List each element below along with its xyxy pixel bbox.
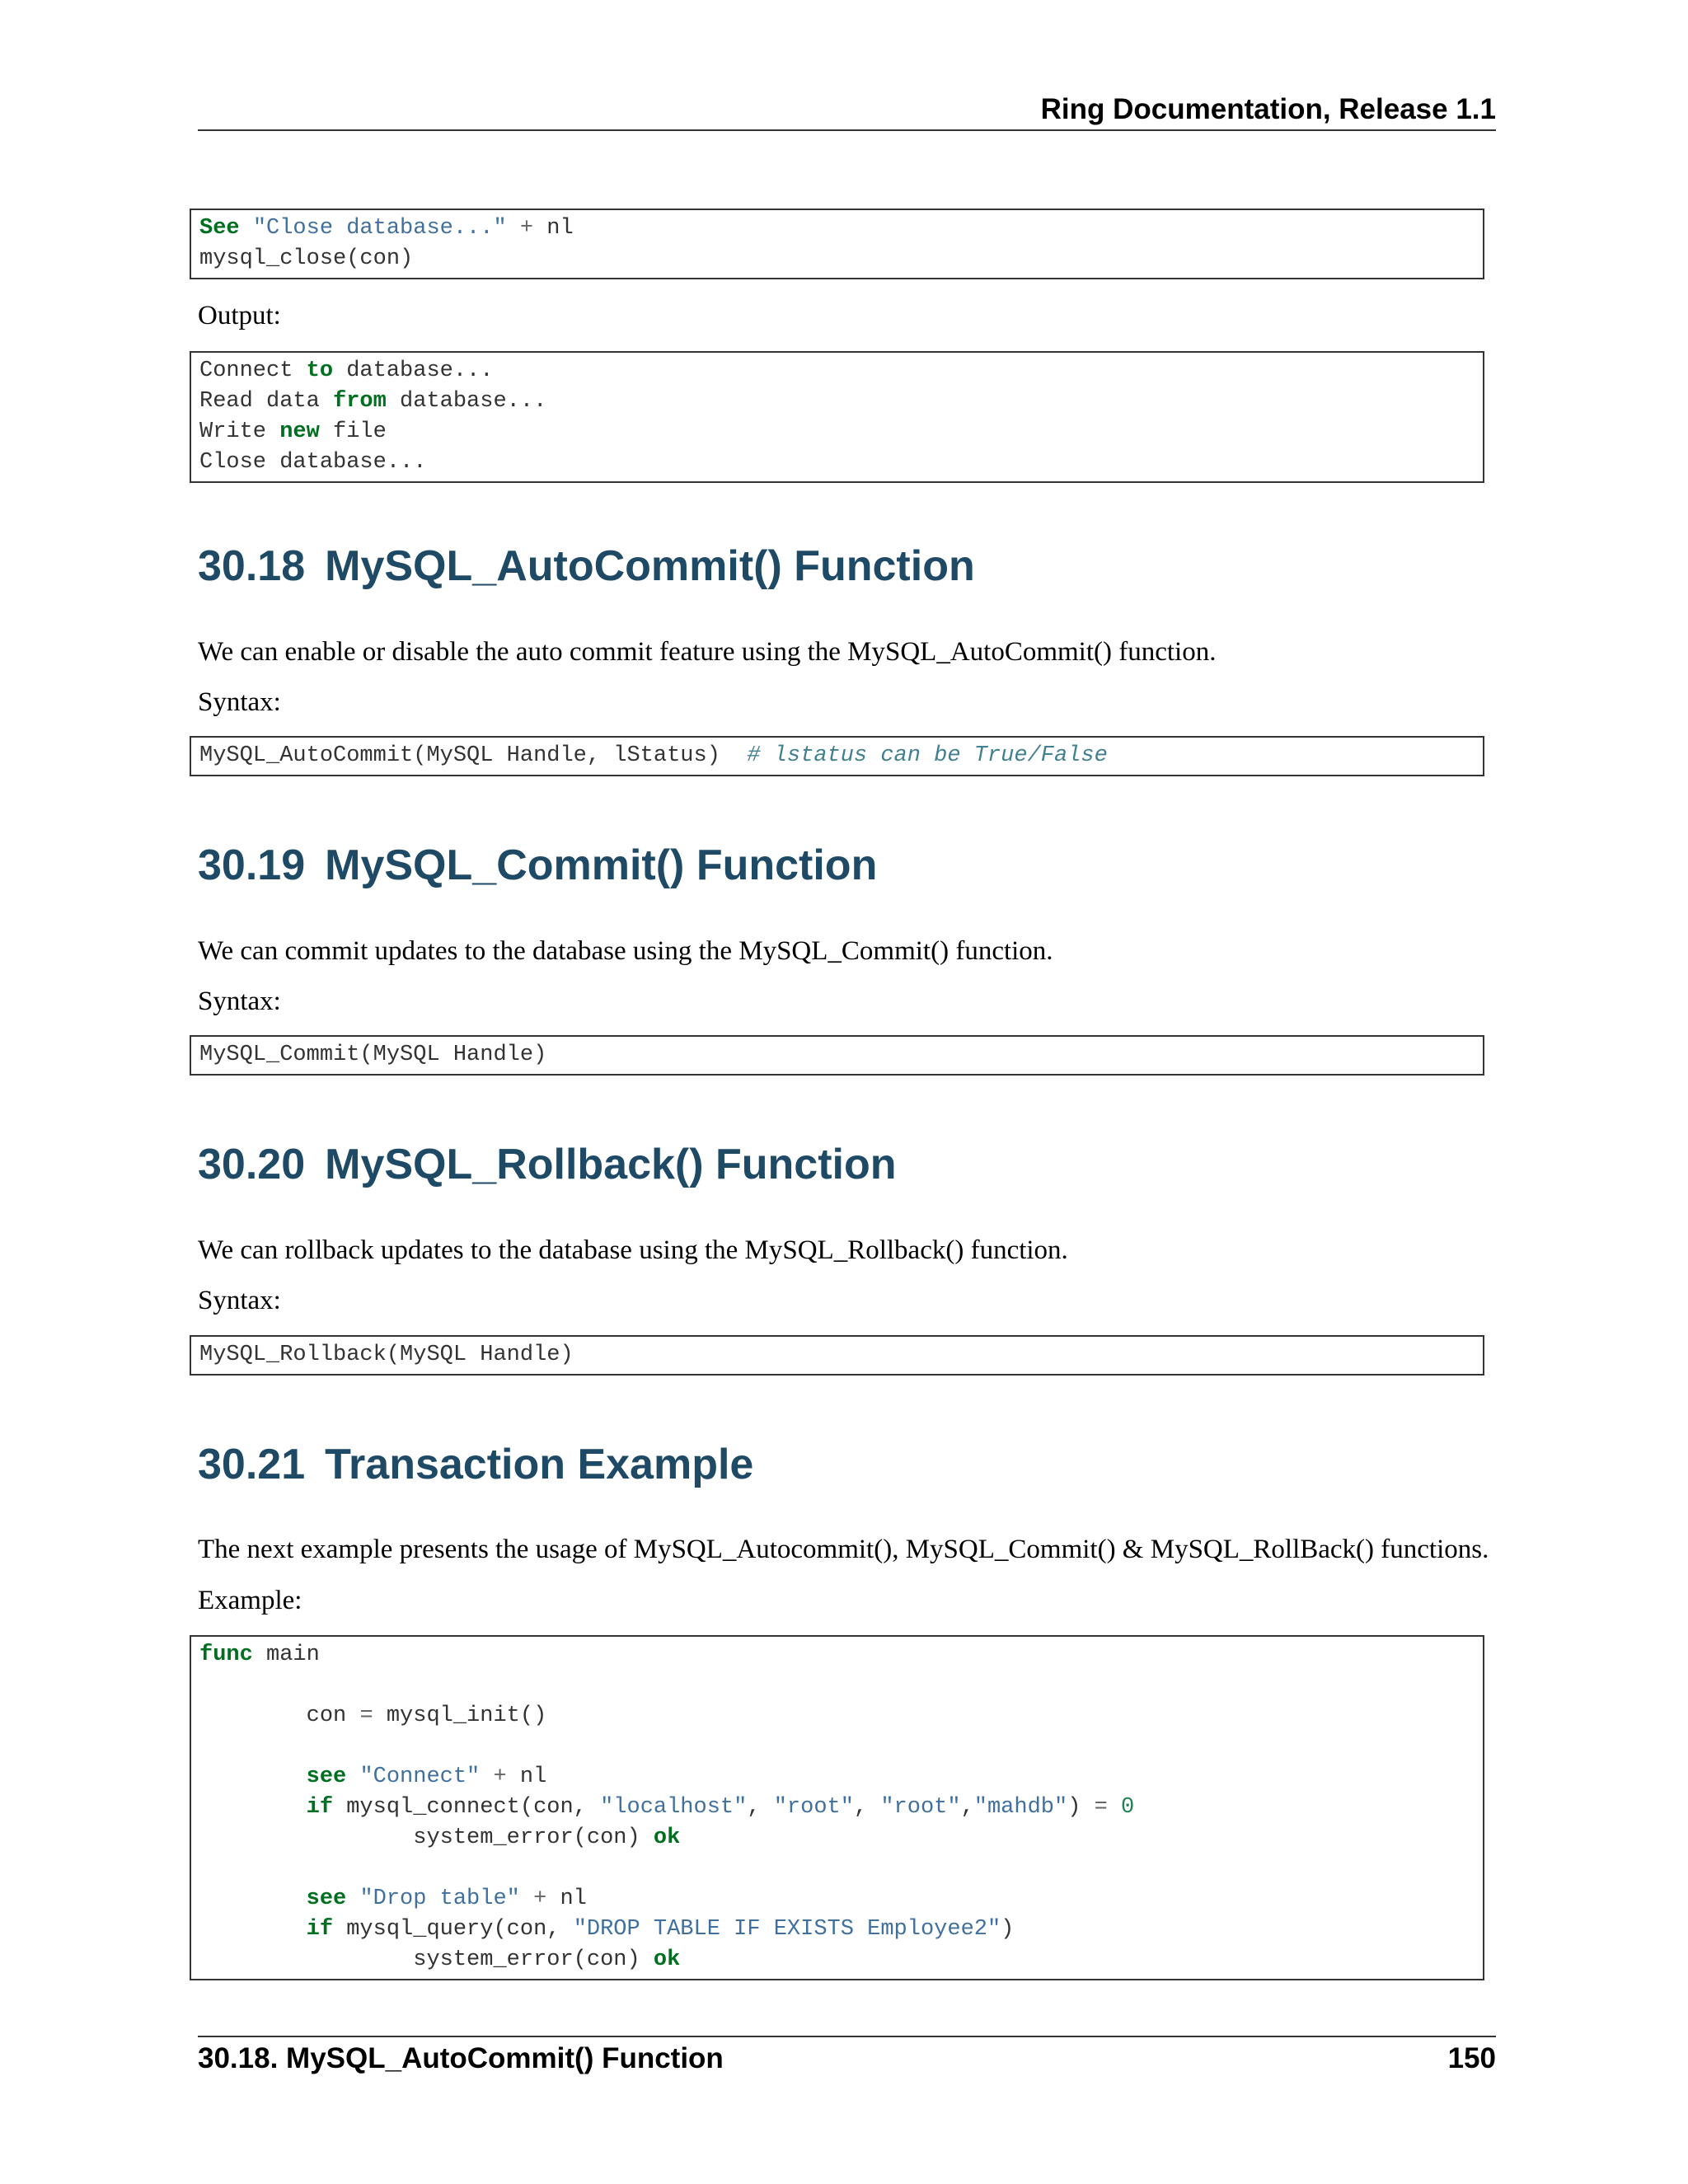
code-token: , bbox=[747, 1795, 774, 1820]
code-token: if bbox=[306, 1917, 334, 1942]
code-token: = bbox=[1094, 1795, 1108, 1820]
code-token: database... bbox=[333, 359, 494, 383]
code-token bbox=[346, 1886, 359, 1911]
paragraph-transaction: The next example presents the usage of MySQL_Autocommit(), MySQL_Commit() & MySQL_RollBack() functions. bbox=[198, 1535, 1489, 1564]
code-token: + bbox=[519, 216, 534, 241]
code-token: mysql_connect(con, bbox=[333, 1795, 601, 1820]
heading-number: 30.21 bbox=[198, 1441, 306, 1488]
heading-title: MySQL_AutoCommit() Function bbox=[325, 542, 975, 590]
code-token: nl bbox=[533, 216, 574, 241]
code-token: "root" bbox=[773, 1795, 854, 1820]
heading-title: Transaction Example bbox=[325, 1441, 754, 1488]
paragraph-rollback: We can rollback updates to the database using the MySQL_Rollback() function. bbox=[198, 1235, 1068, 1265]
code-block-autocommit bbox=[190, 736, 1484, 776]
code-token: mysql_query(con, bbox=[333, 1917, 574, 1942]
code-token: # lstatus can be True/False bbox=[747, 743, 1108, 768]
code-token: , bbox=[853, 1795, 881, 1820]
code-token bbox=[1108, 1795, 1121, 1820]
code-token: MySQL_Rollback(MySQL Handle) bbox=[199, 1343, 574, 1367]
code-token bbox=[507, 216, 520, 241]
code-token: see bbox=[306, 1765, 347, 1789]
code-block-transaction bbox=[190, 1635, 1484, 1980]
example-label: Example: bbox=[198, 1586, 302, 1615]
heading-30-18 bbox=[198, 541, 975, 591]
heading-title: MySQL_Rollback() Function bbox=[325, 1141, 897, 1188]
code-block-output bbox=[190, 351, 1484, 483]
footer-rule bbox=[198, 2036, 1496, 2037]
code-token bbox=[199, 1765, 307, 1789]
code-token bbox=[480, 1765, 493, 1789]
code-token: Connect bbox=[199, 359, 307, 383]
code-token: , bbox=[960, 1795, 974, 1820]
code-token: "Close database..." bbox=[252, 216, 507, 241]
code-token: ok bbox=[653, 1947, 681, 1972]
code-token: func bbox=[199, 1643, 253, 1667]
code-token bbox=[199, 1917, 307, 1942]
code-token: nl bbox=[546, 1886, 587, 1911]
code-token: "mahdb" bbox=[973, 1795, 1068, 1820]
code-token: = bbox=[359, 1704, 373, 1728]
paragraph-autocommit: We can enable or disable the auto commit feature using the MySQL_AutoCommit() function. bbox=[198, 637, 1217, 667]
syntax-label: Syntax: bbox=[198, 1286, 281, 1315]
code-token: Close database... bbox=[199, 450, 427, 475]
header-rule bbox=[198, 129, 1496, 131]
code-token: "DROP TABLE IF EXISTS Employee2" bbox=[573, 1917, 1001, 1942]
code-token: mysql_init() bbox=[373, 1704, 547, 1728]
code-token: "Drop table" bbox=[359, 1886, 520, 1911]
code-token: See bbox=[199, 216, 240, 241]
code-token: from bbox=[333, 389, 387, 414]
code-block-close bbox=[190, 209, 1484, 279]
code-token: system_error(con) bbox=[199, 1947, 654, 1972]
code-token: ok bbox=[653, 1825, 681, 1850]
code-token: main bbox=[252, 1643, 320, 1667]
heading-30-19 bbox=[198, 841, 877, 890]
paragraph-commit: We can commit updates to the database using the MySQL_Commit() function. bbox=[198, 936, 1053, 966]
page-number: 150 bbox=[1447, 2042, 1496, 2074]
code-token: 0 bbox=[1121, 1795, 1135, 1820]
footer-section: 30.18. MySQL_AutoCommit() Function bbox=[198, 2042, 724, 2074]
code-token: ) bbox=[1001, 1917, 1015, 1942]
heading-30-20 bbox=[198, 1140, 897, 1189]
code-token: + bbox=[493, 1765, 507, 1789]
code-token: to bbox=[306, 359, 334, 383]
code-token: Read data bbox=[199, 389, 334, 414]
code-token: Write bbox=[199, 419, 280, 444]
code-token: mysql_close(con) bbox=[199, 246, 414, 271]
code-token: + bbox=[533, 1886, 547, 1911]
code-block-rollback bbox=[190, 1335, 1484, 1376]
code-token bbox=[199, 1795, 307, 1820]
heading-30-21 bbox=[198, 1440, 753, 1489]
code-token bbox=[199, 1886, 307, 1911]
code-token: new bbox=[279, 419, 320, 444]
heading-number: 30.20 bbox=[198, 1141, 306, 1188]
code-token: "Connect" bbox=[359, 1765, 481, 1789]
output-label: Output: bbox=[198, 301, 281, 330]
code-token bbox=[346, 1765, 359, 1789]
syntax-label: Syntax: bbox=[198, 687, 281, 717]
code-token: database... bbox=[386, 389, 547, 414]
code-token: see bbox=[306, 1886, 347, 1911]
code-token: nl bbox=[506, 1765, 547, 1789]
code-token: "localhost" bbox=[600, 1795, 748, 1820]
syntax-label: Syntax: bbox=[198, 987, 281, 1016]
heading-title: MySQL_Commit() Function bbox=[325, 841, 878, 889]
code-token bbox=[520, 1886, 533, 1911]
code-block-commit bbox=[190, 1035, 1484, 1076]
heading-number: 30.19 bbox=[198, 841, 306, 889]
code-token: system_error(con) bbox=[199, 1825, 654, 1850]
running-header: Ring Documentation, Release 1.1 bbox=[1040, 93, 1496, 125]
code-token: con bbox=[199, 1704, 360, 1728]
code-token: ) bbox=[1067, 1795, 1095, 1820]
code-token: MySQL_Commit(MySQL Handle) bbox=[199, 1043, 547, 1067]
code-token: if bbox=[306, 1795, 334, 1820]
code-token: "root" bbox=[880, 1795, 961, 1820]
code-token: file bbox=[319, 419, 387, 444]
code-token: MySQL_AutoCommit(MySQL Handle, lStatus) bbox=[199, 743, 748, 768]
heading-number: 30.18 bbox=[198, 542, 306, 590]
code-token bbox=[240, 216, 253, 241]
